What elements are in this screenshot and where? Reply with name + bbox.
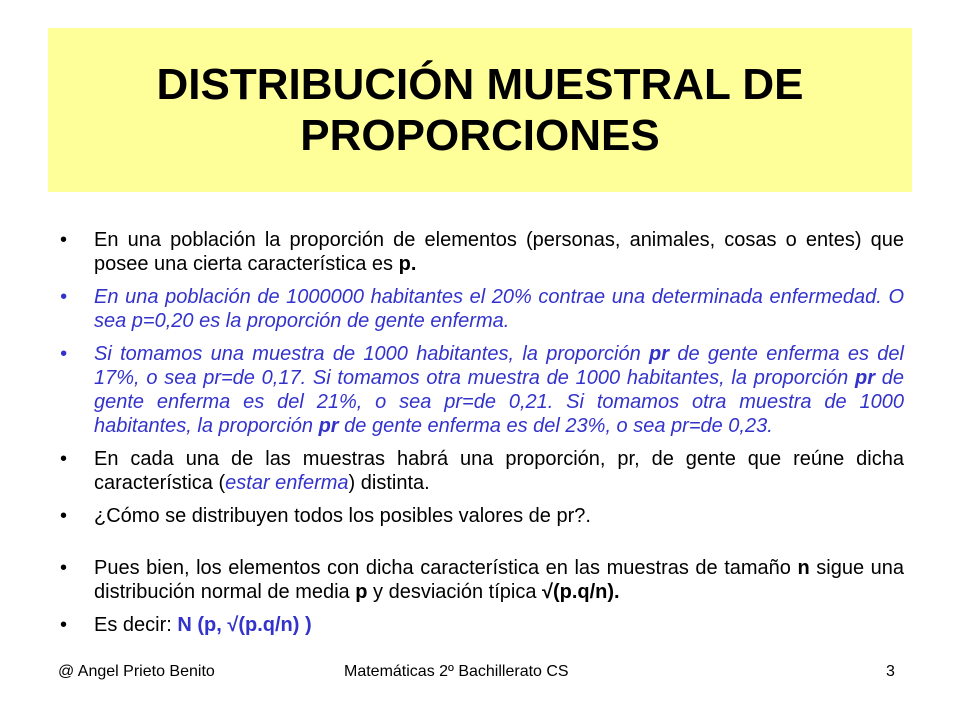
- title-line-2: PROPORCIONES: [300, 111, 660, 160]
- slide-title: [157, 59, 804, 161]
- bullet-text: de gente enferma es del 23%, o sea pr=de 0,23.: [338, 415, 773, 437]
- bullet-text: y desviación típica: [367, 581, 542, 603]
- normal-formula: N (p, √(p.q/n) ): [177, 614, 312, 636]
- bullet-each-sample: [58, 447, 904, 495]
- italic-estar-enferma: estar enferma: [225, 472, 349, 494]
- footer-page-number: 3: [886, 663, 895, 680]
- title-line-1: DISTRIBUCIÓN MUESTRAL DE: [156, 60, 804, 109]
- bullet-example-population: [58, 285, 904, 333]
- bullet-text: Pues bien, los elementos con dicha característica en las muestras de tamaño: [94, 557, 798, 579]
- bullet-conclusion: [58, 613, 904, 637]
- bold-std-dev: √(p.q/n).: [542, 581, 620, 603]
- bold-p: p.: [398, 253, 417, 275]
- bullet-text: Si tomamos una muestra de 1000 habitantes, la proporción: [94, 343, 650, 365]
- bullet-question: [58, 504, 904, 528]
- bullet-text: En una población la proporción de elementos (personas, animales, cosas o entes) que posee una cierta característica es: [94, 229, 904, 275]
- title-banner: [48, 28, 912, 192]
- bullet-list: [58, 228, 904, 646]
- bullet-text: ) distinta.: [348, 472, 430, 494]
- bullet-text: ¿Cómo se distribuyen todos los posibles valores de pr?.: [94, 505, 591, 527]
- bold-n: n: [797, 557, 810, 579]
- bold-p: p: [355, 581, 368, 603]
- footer-author: @ Angel Prieto Benito: [58, 663, 215, 680]
- bold-pr: pr: [318, 415, 339, 437]
- bold-pr: pr: [855, 367, 875, 389]
- bullet-text: de gente enferma es del 21%, o sea pr=de 0,21. Si tomamos otra muestra de 1000 habitantes, la proporción: [94, 367, 904, 437]
- bullet-text: sigue una distribución normal de media: [94, 557, 904, 603]
- bullet-text: Es decir:: [94, 614, 178, 636]
- bullet-example-samples: [58, 342, 904, 438]
- bullet-text: En cada una de las muestras habrá una proporción, pr, de gente que reúne dicha característica (: [94, 448, 904, 494]
- bold-pr: pr: [649, 343, 670, 365]
- bullet-distribution: [58, 556, 904, 604]
- footer-course: Matemáticas 2º Bachillerato CS: [344, 663, 569, 680]
- bullet-text: En una población de 1000000 habitantes el 20% contrae una determinada enfermedad. O sea p=0,20 es la proporción de gente enferma.: [94, 286, 904, 332]
- bullet-definition: [58, 228, 904, 276]
- bullet-text: de gente enferma es del 17%, o sea pr=de 0,17. Si tomamos otra muestra de 1000 habitantes, la proporción: [94, 343, 904, 389]
